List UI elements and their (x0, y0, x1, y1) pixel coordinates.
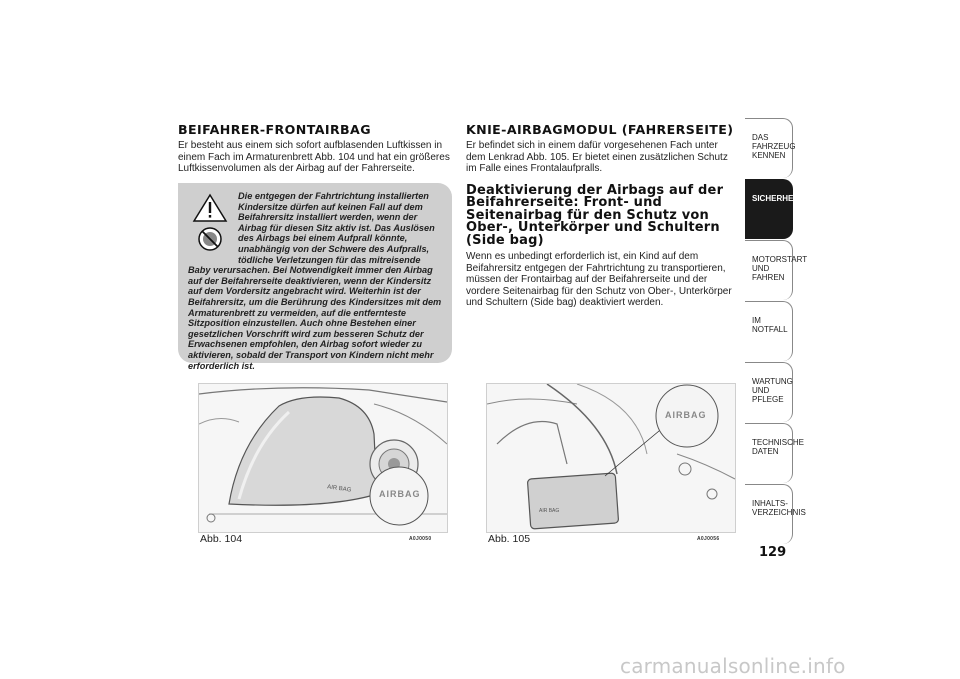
airbag-label-small: AIR BAG (539, 508, 560, 514)
warning-text: Die entgegen der Fahrtrichtung installierten Kindersitze dürfen auf keinen Fall auf dem Beifahrersitz installiert werden, wenn der Airbag für diesen Sitz aktiv ist. Das Auslösen des Airbags bei einem Aufprall könnte, unabhängig von der Schwere des Aufpralls, tödliche Verletzungen für das mitreisende Baby verursachen. Bei Notwendigkeit immer den Airbag auf der Beifahrerseite deaktivieren, wenn der Kindersitz auf dem Vordersitz angebracht wird. Weiterhin ist der Beifahrersitz, um die Berührung des Kindersitzes mit dem Armaturenbrett zu vermeiden, auf die entfernteste Sitzposition einzustellen. Auch ohne Bestehen einer gesetzlichen Vorschrift wird zum besseren Schutz der Erwachsenen empfohlen, den Airbag sofort wieder zu aktivieren, sobald der Transport von Kindern nicht mehr erforderlich ist. (188, 191, 442, 371)
no-child-seat-icon (199, 228, 221, 250)
figure-105-knee-airbag-illustration (486, 383, 736, 533)
figure-104-code: A0J0050 (409, 536, 432, 542)
tab-wartung-und-pflege[interactable] (745, 362, 793, 422)
warning-triangle-icon (188, 191, 236, 255)
chapter-tabs (745, 118, 807, 545)
tab-label: IM NOTFALL (752, 316, 788, 334)
figure-104-caption: Abb. 104 (200, 533, 243, 545)
tab-label: SICHERHEIT (752, 194, 801, 203)
knee-airbag-text: Er befindet sich in einem dafür vorgesehenen Fach unter dem Lenkrad Abb. 105. Er bietet einen zusätzlichen Schutz im Falle eines Frontalaufpralls. (466, 140, 728, 174)
tab-das-fahrzeug-kennen[interactable] (745, 118, 796, 178)
airbag-label-large: AIRBAG (379, 489, 421, 499)
deactivation-text: Wenn es unbedingt erforderlich ist, ein Kind auf dem Beifahrersitz entgegen der Fahrtrichtung zu transportieren, müssen der Frontairbag auf der Beifahrerseite und der vordere Seitenairbag für den Schutz von Ober-, Unterkörper und Schultern (Side bag) deaktiviert werden. (466, 251, 732, 308)
tab-label: MOTORSTART UND FAHREN (752, 255, 807, 282)
airbag-label-small: AIR BAG (326, 484, 352, 494)
tab-label: DAS FAHRZEUG KENNEN (752, 133, 796, 160)
tab-technische-daten[interactable] (745, 423, 805, 483)
tab-label: TECHNISCHE DATEN (752, 438, 805, 456)
warning-box (178, 183, 452, 371)
left-column (178, 122, 452, 175)
page-number: 129 (759, 545, 787, 560)
tab-label: WARTUNG UND PFLEGE (752, 377, 793, 404)
passenger-airbag-text: Er besteht aus einem sich sofort aufblasenden Luftkissen in einem Fach im Armaturenbrett Abb. 104 und hat ein größeres Luftkissenvolumen als der Airbag auf der Fahrerseite. (178, 140, 450, 174)
tab-sicherheit[interactable] (745, 179, 801, 239)
airbag-label-large: AIRBAG (665, 410, 707, 420)
watermark: carmanualsonline.info (620, 654, 846, 678)
warning-icons (188, 191, 236, 255)
tab-motorstart-und-fahren[interactable] (745, 240, 807, 300)
right-column (466, 122, 740, 309)
figure-104-dashboard-illustration (198, 383, 448, 533)
subheading-deactivation: Deaktivierung der Airbags auf der Beifahrerseite: Front- und Seitenairbag für den Schutz von Ober-, Unterkörper und Schultern (Side bag) (466, 182, 724, 248)
tab-label: INHALTS-VERZEICHNIS (752, 499, 806, 517)
tab-inhaltsverzeichnis[interactable] (745, 484, 806, 544)
section-heading-passenger-airbag: BEIFAHRER-FRONTAIRBAG (178, 122, 371, 137)
section-heading-knee-airbag: KNIE-AIRBAGMODUL (FAHRERSEITE) (466, 122, 734, 137)
figure-105-code: A0J0056 (697, 536, 720, 542)
figure-105-caption: Abb. 105 (488, 533, 531, 545)
tab-im-notfall[interactable] (745, 301, 793, 361)
